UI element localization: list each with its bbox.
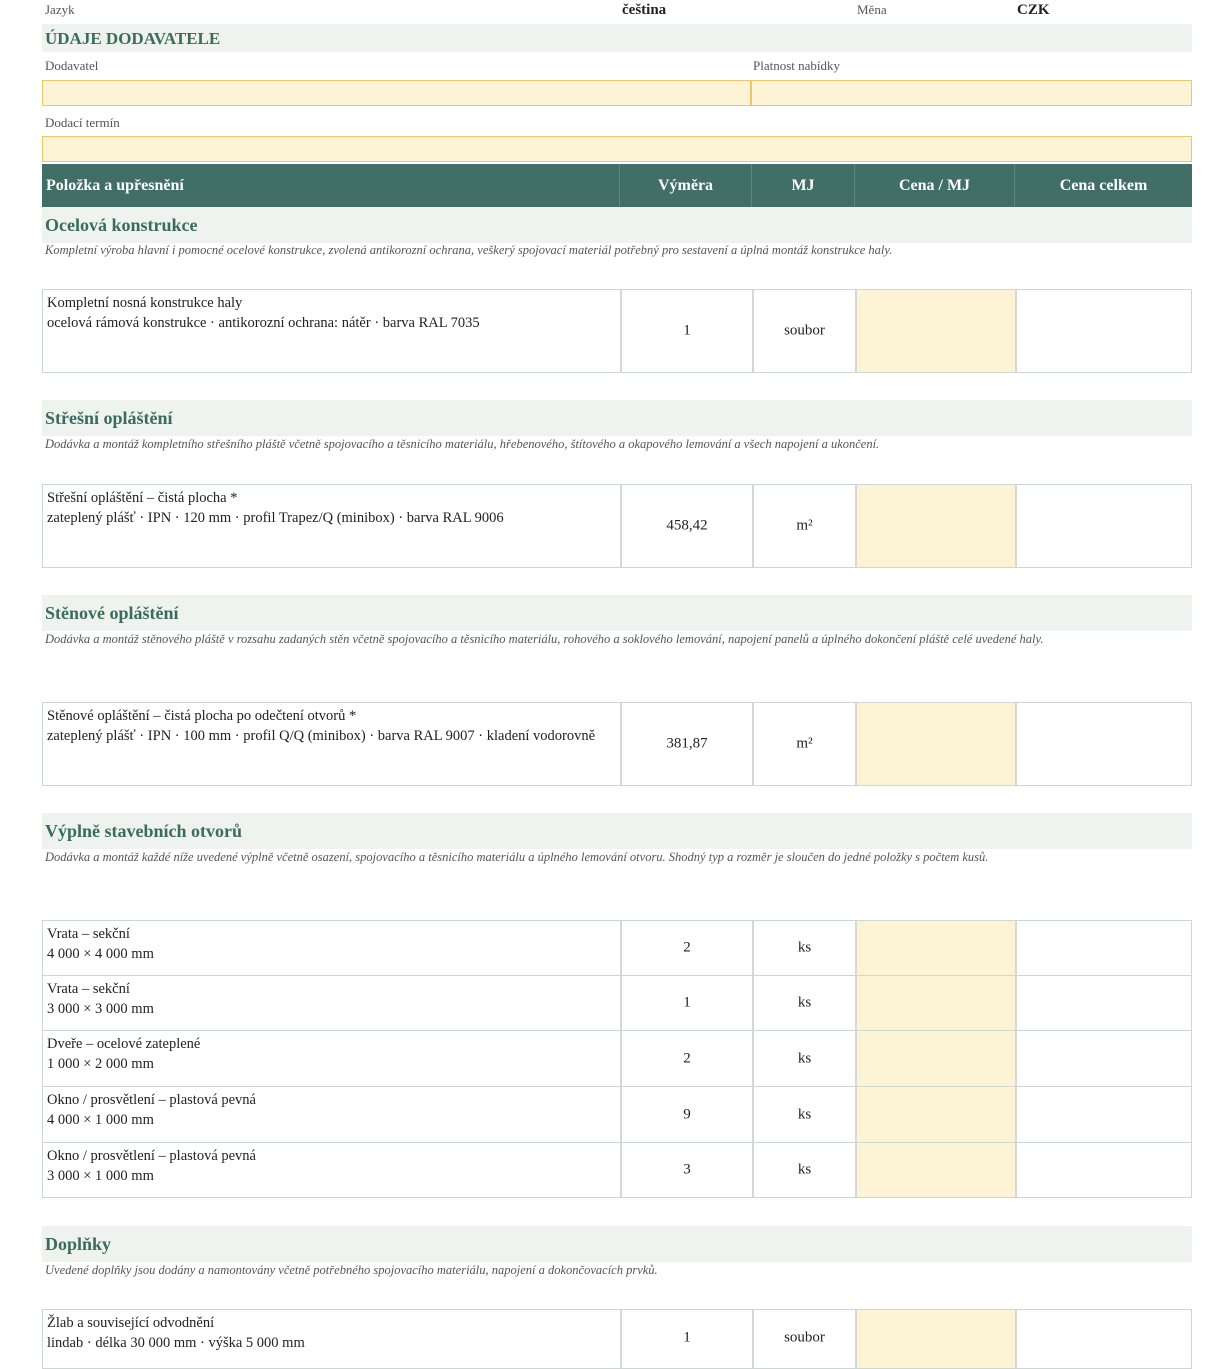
unit-cell [752, 485, 855, 567]
table-row [42, 289, 1192, 373]
item-cell [43, 1310, 620, 1368]
item-detail: zateplený plášť · IPN · 120 mm · profil Trapez/Q (minibox) · barva RAL 9006 [47, 510, 504, 526]
supplier-section-title: ÚDAJE DODAVATELE [45, 29, 221, 48]
quantity-cell [620, 703, 752, 785]
group-header [42, 400, 1192, 436]
unit-price-input[interactable] [855, 703, 1015, 785]
unit-price-input[interactable] [855, 921, 1015, 975]
quantity-value: 1 [683, 1329, 691, 1346]
total-price-cell [1015, 1087, 1191, 1142]
quantity-value: 3 [683, 1161, 691, 1178]
table-row [42, 1086, 1192, 1143]
item-detail: 4 000 × 1 000 mm [47, 1112, 154, 1128]
quantity-value: 1 [683, 994, 691, 1011]
item-name: Kompletní nosná konstrukce haly [47, 295, 243, 311]
unit-price-input[interactable] [855, 1310, 1015, 1368]
quantity-cell [620, 1310, 752, 1368]
group-title: Ocelová konstrukce [45, 215, 198, 235]
item-detail: zateplený plášť · IPN · 100 mm · profil Q/Q (minibox) · barva RAL 9007 · kladení vodorovně [47, 728, 596, 744]
column-quantity: Výměra [619, 164, 751, 207]
unit-value: m² [796, 517, 813, 534]
unit-value: ks [797, 1161, 812, 1178]
item-cell [43, 921, 620, 975]
unit-price-input[interactable] [855, 1031, 1015, 1086]
item-name: Okno / prosvětlení – plastová pevná [47, 1148, 256, 1164]
validity-field[interactable] [751, 80, 1192, 106]
unit-price-input[interactable] [855, 485, 1015, 567]
item-name: Okno / prosvětlení – plastová pevná [47, 1092, 256, 1108]
delivery-field[interactable] [42, 136, 1192, 162]
item-cell [43, 976, 620, 1030]
language-currency-row [42, 0, 1192, 22]
group-header [42, 1226, 1192, 1262]
item-detail: 4 000 × 4 000 mm [47, 946, 154, 962]
unit-value: m² [796, 735, 813, 752]
total-price-cell [1015, 703, 1191, 785]
total-price-cell [1015, 1143, 1191, 1197]
group-title: Výplně stavebních otvorů [45, 821, 243, 841]
quantity-value: 381,87 [666, 735, 708, 752]
item-cell [43, 1087, 620, 1142]
item-cell [43, 703, 620, 785]
unit-price-input[interactable] [855, 1143, 1015, 1197]
offer-form [42, 0, 1192, 1351]
item-detail: 3 000 × 1 000 mm [47, 1168, 154, 1184]
group-description: Dodávka a montáž kompletního střešního pláště včetně spojovacího a těsnicího materiálu, hřebenového, štítového a okapového lemování a všech napojení a ukončení. [45, 437, 880, 451]
language-label: Jazyk [45, 2, 75, 17]
unit-value: ks [797, 1050, 812, 1066]
table-row [42, 702, 1192, 786]
group-description: Dodávka a montáž stěnového pláště v rozsahu zadaných stěn včetně spojovacího a těsnicího materiálu, rohového a soklového lemování, napojení panelů a úplného dokončení pláště celé uvedené haly. [45, 632, 1044, 646]
item-detail: ocelová rámová konstrukce · antikorozní ochrana: nátěr · barva RAL 7035 [47, 315, 480, 331]
quantity-value: 458,42 [666, 517, 708, 534]
unit-value: ks [797, 994, 812, 1011]
item-name: Stěnové opláštění – čistá plocha po odečtení otvorů * [47, 708, 357, 724]
unit-cell [752, 703, 855, 785]
unit-cell [752, 976, 855, 1030]
item-name: Vrata – sekční [47, 981, 130, 997]
quantity-value: 1 [683, 322, 691, 339]
unit-cell [752, 290, 855, 372]
quantity-cell [620, 1031, 752, 1086]
unit-cell [752, 1143, 855, 1197]
total-price-cell [1015, 290, 1191, 372]
total-price-cell [1015, 485, 1191, 567]
table-row [42, 975, 1192, 1031]
unit-value: soubor [784, 1329, 825, 1346]
item-cell [43, 290, 620, 372]
unit-cell [752, 921, 855, 975]
quantity-cell [620, 290, 752, 372]
group-title: Střešní opláštění [45, 408, 173, 428]
unit-cell [752, 1031, 855, 1086]
total-price-cell [1015, 976, 1191, 1030]
item-cell [43, 1031, 620, 1086]
supplier-section-header [42, 24, 1192, 52]
item-cell [43, 485, 620, 567]
table-row [42, 1142, 1192, 1198]
unit-price-input[interactable] [855, 1087, 1015, 1142]
quantity-cell [620, 1087, 752, 1142]
item-name: Vrata – sekční [47, 926, 130, 942]
quantity-value: 2 [683, 1050, 691, 1066]
total-price-cell [1015, 921, 1191, 975]
currency-value[interactable]: CZK [1017, 2, 1050, 18]
group-description: Uvedené doplňky jsou dodány a namontovány včetně potřebného spojovacího materiálu, napojení a dokončovacích prvků. [45, 1263, 658, 1277]
unit-value: ks [797, 939, 812, 956]
total-price-cell [1015, 1310, 1191, 1368]
quantity-cell [620, 921, 752, 975]
item-detail: lindab · délka 30 000 mm · výška 5 000 mm [47, 1335, 305, 1351]
validity-label: Platnost nabídky [753, 58, 841, 73]
group-title: Doplňky [45, 1234, 112, 1254]
column-total-price: Cena celkem [1014, 164, 1192, 207]
column-unit: MJ [751, 164, 854, 207]
item-name: Dveře – ocelové zateplené [47, 1036, 201, 1052]
quantity-value: 9 [683, 1106, 691, 1122]
table-row [42, 1309, 1192, 1369]
table-header [42, 164, 1192, 207]
column-item: Položka a upřesnění [46, 177, 184, 194]
table-row [42, 920, 1192, 976]
total-price-cell [1015, 1031, 1191, 1086]
group-description: Dodávka a montáž každé níže uvedené výplně včetně osazení, spojovacího a těsnicího materiálu a úplného lemování otvoru. Shodný typ a rozměr je sloučen do jedné položky s počtem kusů. [45, 850, 989, 864]
column-unit-price: Cena / MJ [854, 164, 1014, 207]
table-row [42, 484, 1192, 568]
group-title: Stěnové opláštění [45, 603, 179, 623]
unit-cell [752, 1087, 855, 1142]
group-header [42, 813, 1192, 849]
item-name: Střešní opláštění – čistá plocha * [47, 490, 238, 506]
unit-value: soubor [784, 322, 825, 339]
item-name: Žlab a související odvodnění [47, 1315, 215, 1331]
unit-cell [752, 1310, 855, 1368]
currency-label: Měna [857, 2, 887, 17]
unit-price-input[interactable] [855, 290, 1015, 372]
quantity-cell [620, 485, 752, 567]
group-description: Kompletní výroba hlavní i pomocné ocelové konstrukce, zvolená antikorozní ochrana, veškerý spojovací materiál potřebný pro sestavení a úplná montáž konstrukce haly. [45, 243, 893, 257]
quantity-cell [620, 1143, 752, 1197]
language-value[interactable]: čeština [622, 2, 667, 18]
supplier-label: Dodavatel [45, 58, 99, 73]
group-header [42, 207, 1192, 243]
item-detail: 1 000 × 2 000 mm [47, 1056, 154, 1072]
table-row [42, 1030, 1192, 1087]
item-detail: 3 000 × 3 000 mm [47, 1001, 154, 1017]
supplier-fields [42, 52, 1192, 172]
unit-price-input[interactable] [855, 976, 1015, 1030]
quantity-cell [620, 976, 752, 1030]
unit-value: ks [797, 1106, 812, 1122]
delivery-label: Dodací termín [45, 115, 120, 130]
group-header [42, 595, 1192, 631]
quantity-value: 2 [683, 939, 691, 956]
supplier-field[interactable] [42, 80, 751, 106]
item-cell [43, 1143, 620, 1197]
